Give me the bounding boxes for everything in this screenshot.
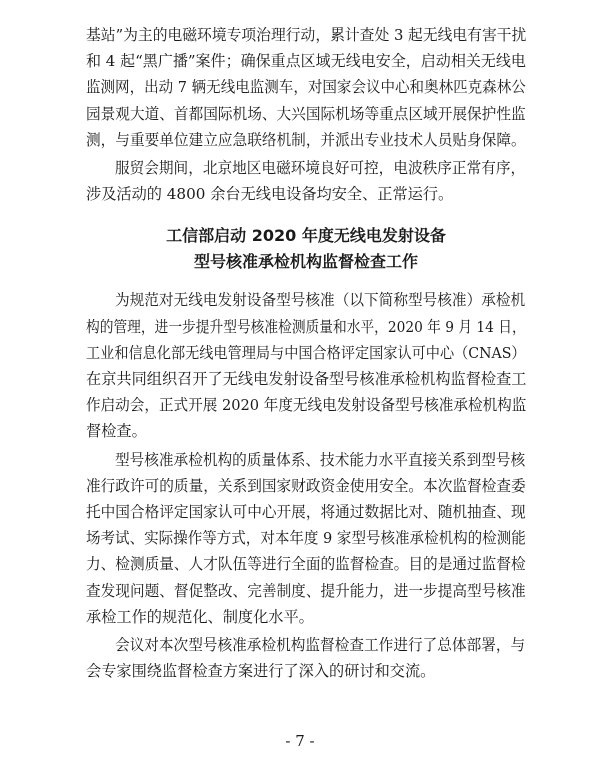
text-line: 作启动会，正式开展 2020 年度无线电发射设备型号核准承检机构监 xyxy=(86,396,527,415)
text-line: 涉及活动的 4800 余台无线电设备均安全、正常运行。 xyxy=(86,185,454,204)
text-line: 型号核准承检机构的质量体系、技术能力水平直接关系到型号核 xyxy=(114,450,526,469)
text-line: 场考试、实际操作等方式，对本年度 9 家型号核准承检机构的检测能 xyxy=(86,529,526,548)
text-line: 托中国合格评定国家认可中心开展，将通过数据比对、随机抽查、现 xyxy=(86,503,526,522)
heading-line-1: 工信部启动 2020 年度无线电发射设备 xyxy=(166,226,446,246)
paragraph-1 xyxy=(86,22,526,153)
text-line: 服贸会期间，北京地区电磁环境良好可控，电波秩序正常有序， xyxy=(114,159,526,178)
text-line: 基站”为主的电磁环境专项治理行动，累计查处 3 起无线电有害干扰 xyxy=(86,26,527,44)
paragraph-5 xyxy=(86,632,526,684)
text-line: 园景观大道、首都国际机场、大兴国际机场等重点区域开展保护性监 xyxy=(86,104,526,123)
text-line: 力、检测质量、人才队伍等进行全面的监督检查。目的是通过监督检 xyxy=(86,555,526,574)
text-line: 准行政许可的质量，关系到国家财政资金使用安全。本次监督检查委 xyxy=(86,476,526,495)
page-content xyxy=(86,22,526,686)
paragraph-4 xyxy=(86,447,526,630)
text-line: 督检查。 xyxy=(86,422,147,441)
paragraph-2 xyxy=(86,155,526,207)
text-line: 查发现问题、督促整改、完善制度、提升能力，进一步提高型号核准 xyxy=(86,581,526,600)
text-line: 为规范对无线电发射设备型号核准（以下简称型号核准）承检机 xyxy=(114,291,526,310)
text-line: 会专家围绕监督检查方案进行了深入的研讨和交流。 xyxy=(86,662,436,681)
heading-line-2: 型号核准承检机构监督检查工作 xyxy=(193,252,418,272)
text-line: 会议对本次型号核准承检机构监督检查工作进行了总体部署，与 xyxy=(114,636,526,655)
paragraph-3 xyxy=(86,287,526,444)
text-line: 构的管理，进一步提升型号核准检测质量和水平，2020 年 9 月 14 日， xyxy=(86,317,526,336)
text-line: 工业和信息化部无线电管理局与中国合格评定国家认可中心（CNAS） xyxy=(86,343,526,362)
text-line: 监测网，出动 7 辆无线电监测车，对国家会议中心和奥林匹克森林公 xyxy=(86,78,526,97)
text-line: 和 4 起“黑广播”案件；确保重点区域无线电安全，启动相关无线电 xyxy=(86,52,526,71)
section-heading xyxy=(86,223,526,275)
text-line: 测，与重要单位建立应急联络机制，并派出专业技术人员贴身保障。 xyxy=(86,130,526,149)
page-number: - 7 - xyxy=(285,732,315,750)
text-line: 在京共同组织召开了无线电发射设备型号核准承检机构监督检查工 xyxy=(86,370,527,389)
text-line: 承检工作的规范化、制度化水平。 xyxy=(86,607,314,626)
